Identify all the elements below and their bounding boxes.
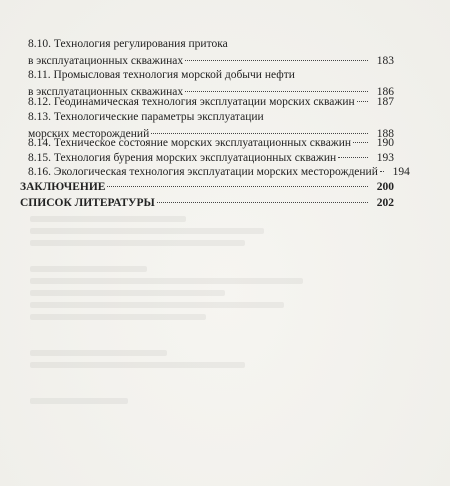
dot-leader xyxy=(151,133,368,134)
toc-page-number: 187 xyxy=(376,96,394,108)
toc-entry xyxy=(28,152,394,165)
toc-entry xyxy=(20,181,394,194)
toc-page-number: 183 xyxy=(376,55,394,67)
toc-page-number: 188 xyxy=(376,128,394,140)
toc-entry-title-line: ЗАКЛЮЧЕНИЕ xyxy=(20,181,106,193)
toc-page-number: 193 xyxy=(376,152,394,164)
toc-entry-title-line: СПИСОК ЛИТЕРАТУРЫ xyxy=(20,197,155,209)
toc-entry-title-line: 8.10. Технология регулирования притока xyxy=(28,38,228,50)
dot-leader xyxy=(357,101,368,102)
toc-page-number: 190 xyxy=(376,137,394,149)
toc-entry-title-line: в эксплуатационных скважинах xyxy=(28,55,184,67)
toc-page-number: 186 xyxy=(376,86,394,98)
toc-entry xyxy=(28,69,394,99)
toc-entry-title-line: 8.15. Технология бурения морских эксплуатационных скважин xyxy=(28,152,337,164)
dot-leader xyxy=(380,171,384,172)
toc-entry xyxy=(28,96,394,109)
dot-leader xyxy=(157,202,368,203)
toc-entry-title-line: морских месторождений xyxy=(28,128,150,140)
toc-entry xyxy=(28,166,410,179)
dot-leader xyxy=(353,142,368,143)
toc-entry-title-line: 8.13. Технологические параметры эксплуатации xyxy=(28,111,264,123)
toc-entry-title-line: в эксплуатационных скважинах xyxy=(28,86,184,98)
toc-page-number: 202 xyxy=(376,197,394,209)
toc-entry xyxy=(28,38,394,68)
toc-entry xyxy=(28,137,394,150)
toc-entry-title-line: 8.11. Промысловая технология морской добычи нефти xyxy=(28,69,295,81)
toc-page-number: 194 xyxy=(392,166,410,178)
dot-leader xyxy=(185,60,368,61)
dot-leader xyxy=(338,157,368,158)
toc-entry-title-line: 8.12. Геодинамическая технология эксплуатации морских скважин xyxy=(28,96,355,108)
bleed-through-texture xyxy=(30,210,420,480)
toc-page-number: 200 xyxy=(376,181,394,193)
dot-leader xyxy=(185,91,368,92)
toc-entry xyxy=(20,197,394,210)
dot-leader xyxy=(107,186,368,187)
toc-entry-title-line: 8.14. Техническое состояние морских эксплуатационных скважин xyxy=(28,137,352,149)
toc-entry-title-line: 8.16. Экологическая технология эксплуатации морских месторождений xyxy=(28,166,378,178)
